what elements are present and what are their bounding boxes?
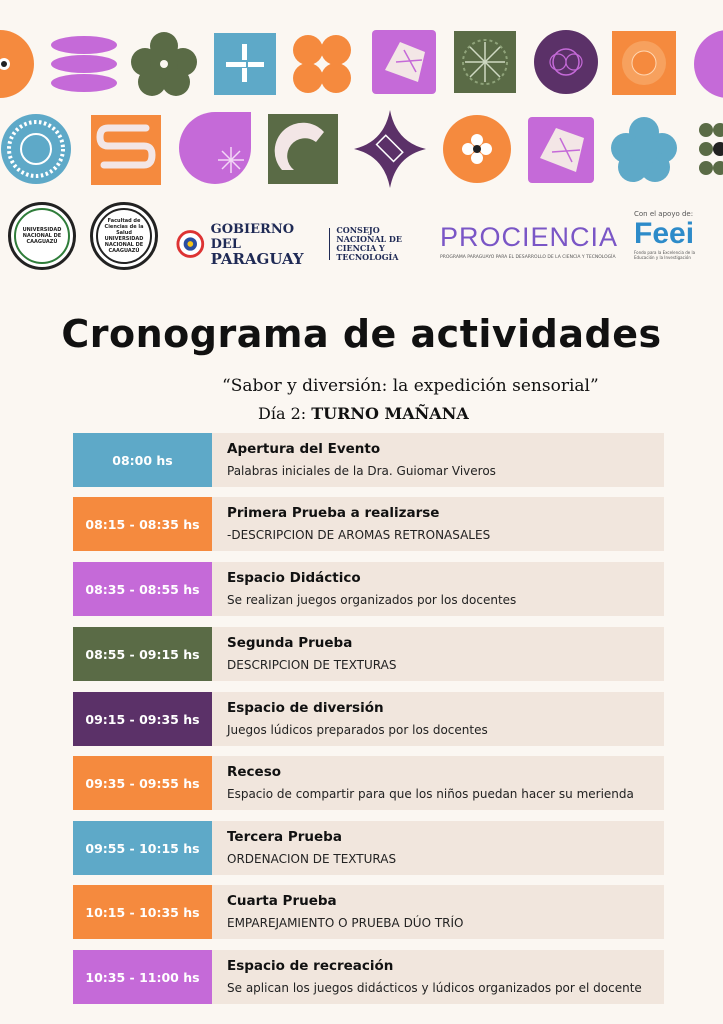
schedule-time: 08:15 - 08:35 hs [73,497,212,551]
orange-flower-circle-shape [443,115,511,183]
blue-flower-shape [611,117,677,182]
schedule-row [73,950,664,1004]
schedule-time: 10:15 - 10:35 hs [73,885,212,939]
green-square-burst-shape [454,31,516,93]
schedule-title: Tercera Prueba [227,829,342,845]
day-number: Día 2: [258,404,307,423]
blue-square-cross-shape [214,33,276,95]
schedule-content [212,433,664,487]
schedule-content [212,756,664,810]
prociencia-title: PROCIENCIA [440,222,619,252]
unca-seal-text: UNIVERSIDAD NACIONAL DE CAAGUAZÚ [14,208,70,264]
schedule-row [73,885,664,939]
schedule-time: 09:15 - 09:35 hs [73,692,212,746]
schedule-row [73,497,664,551]
schedule-description: Se aplican los juegos didácticos y lúdicos organizados por el docente [227,981,642,995]
schedule-row [73,627,664,681]
schedule-content [212,692,664,746]
feei-logo [634,210,714,260]
schedule-description: Palabras iniciales de la Dra. Guiomar Viveros [227,464,496,478]
pink-square-starburst-shape-2 [528,117,594,183]
gov-divider [329,228,330,260]
health-faculty-seal-logo [90,202,158,270]
schedule-content [212,497,664,551]
paraguay-emblem-icon [176,229,205,259]
feei-caption: Con el apoyo de: [634,210,694,218]
schedule-time: 08:55 - 09:15 hs [73,627,212,681]
schedule-time: 09:35 - 09:55 hs [73,756,212,810]
conacyt-text: CONSEJO NACIONAL DE CIENCIA Y TECNOLOGÍA [336,225,402,262]
schedule-title: Receso [227,764,282,780]
day-label [258,404,469,423]
health-faculty-seal-text: Facultad de Ciencias de la Salud UNIVERSIDAD NACIONAL DE CAAGUAZÚ [96,208,152,264]
schedule-title: Segunda Prueba [227,635,353,651]
schedule-description: Juegos lúdicos preparados por los docentes [227,723,488,737]
schedule-description: DESCRIPCION DE TEXTURAS [227,658,397,672]
schedule-time: 08:35 - 08:55 hs [73,562,212,616]
pink-square-starburst-shape [372,30,436,94]
orange-circle-shape [0,30,34,98]
schedule-description: Espacio de compartir para que los niños puedan hacer su merienda [227,787,634,801]
sponsor-logos [0,196,723,280]
schedule-row [73,562,664,616]
orange-square-s-shape [91,115,161,185]
purple-four-point-star-shape [354,110,426,188]
schedule-title: Espacio de diversión [227,700,384,716]
schedule-content [212,562,664,616]
day-shift: TURNO MAÑANA [311,404,469,423]
schedule-description: -DESCRIPCION DE AROMAS RETRONASALES [227,528,491,542]
schedule-description: EMPAREJAMIENTO O PRUEBA DÚO TRÍO [227,916,464,930]
pink-teardrop-shape [179,112,251,184]
feei-name: Feei [634,217,695,250]
schedule-description: Se realizan juegos organizados por los docentes [227,593,517,607]
schedule-title: Apertura del Evento [227,441,381,457]
green-square-arc-shape [268,114,338,184]
blue-rosette-shape [1,114,71,184]
schedule-title: Primera Prueba a realizarse [227,505,440,521]
orange-four-circles-shape [293,35,351,93]
schedule-time: 08:00 hs [73,433,212,487]
schedule-row [73,433,664,487]
schedule-title: Espacio de recreación [227,958,394,974]
prociencia-logo [440,222,625,260]
green-flower-shape [131,32,197,96]
prociencia-subtitle: PROGRAMA PARAGUAYO PARA EL DESARROLLO DE LA CIENCIA Y TECNOLOGÍA [440,255,616,260]
green-dots-shape [699,123,723,175]
schedule-content [212,627,664,681]
schedule-row [73,692,664,746]
purple-circle-shape [534,30,598,94]
event-subtitle: “Sabor y diversión: la expedición sensorial” [222,376,599,396]
schedule-title: Espacio Didáctico [227,570,361,586]
unca-seal-logo [8,202,76,270]
schedule-title: Cuarta Prueba [227,893,337,909]
feei-subtitle: Fondo para la Excelencia de la Educación y la Investigación [634,250,696,260]
gobierno-paraguay-logo [176,221,428,268]
schedule-content [212,821,664,875]
schedule-row [73,821,664,875]
schedule-time: 09:55 - 10:15 hs [73,821,212,875]
page-title: Cronograma de actividades [61,312,662,356]
schedule-row [73,756,664,810]
gov-line2: PARAGUAY [210,249,304,268]
pink-stacked-pills-shape [51,36,117,92]
gov-line1: GOBIERNO DEL [210,221,295,252]
orange-sun-square-shape [612,31,676,95]
schedule-content [212,950,664,1004]
schedule-time: 10:35 - 11:00 hs [73,950,212,1004]
schedule-content [212,885,664,939]
schedule-description: ORDENACION DE TEXTURAS [227,852,397,866]
decorative-shapes-banner [0,0,723,200]
pink-partial-circle-shape [694,30,723,98]
